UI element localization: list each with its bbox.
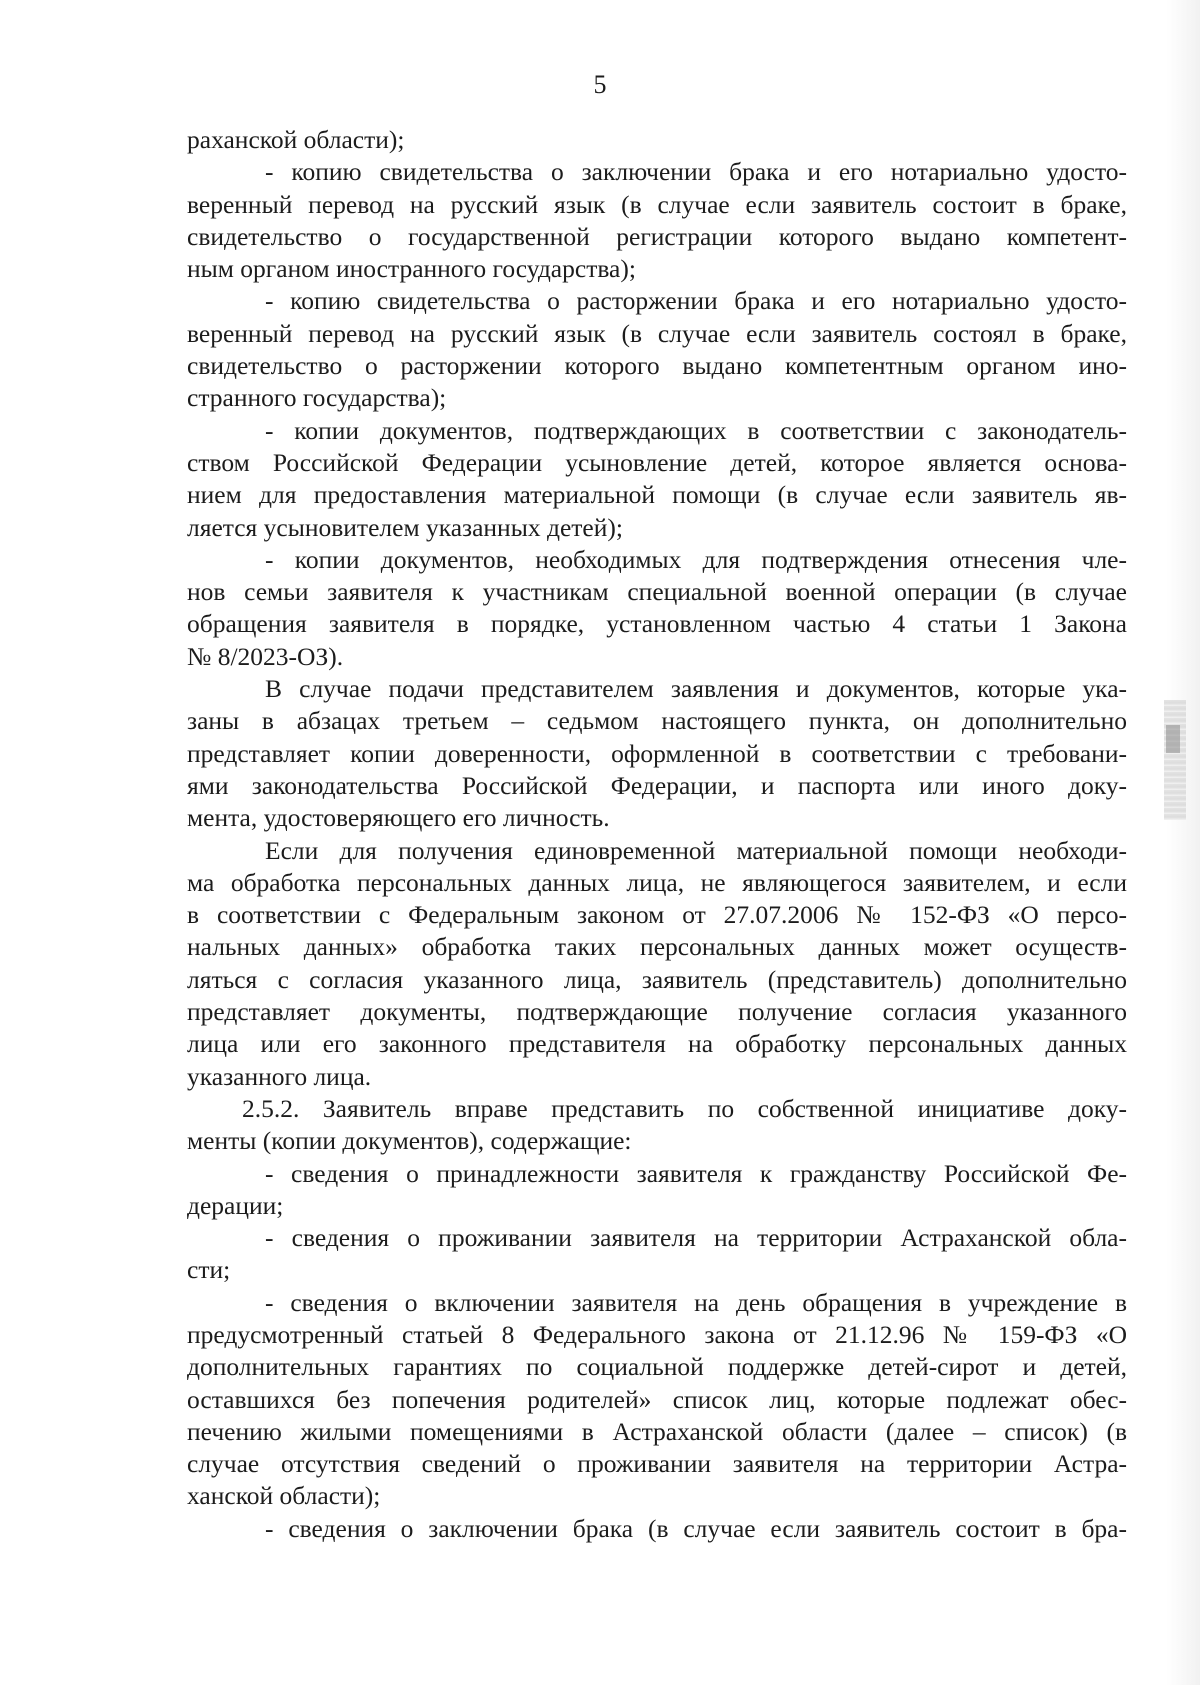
text-line: заны в абзацах третьем – седьмом настоящего пункта, он дополнительно bbox=[187, 706, 1127, 736]
text-line: Если для получения единовременной материальной помощи необходи- bbox=[265, 835, 1127, 865]
text-line: странного государства); bbox=[187, 383, 447, 413]
text-line: - сведения о включении заявителя на день обращения в учреждение в bbox=[265, 1287, 1127, 1317]
text-line: ным органом иностранного государства); bbox=[187, 254, 636, 284]
text-line: мента, удостоверяющего его личность. bbox=[187, 803, 610, 833]
text-line: предусмотренный статьей 8 Федерального закона от 21.12.96 № 159-ФЗ «О bbox=[187, 1319, 1127, 1349]
text-line: указанного лица. bbox=[187, 1061, 372, 1091]
text-line: оставшихся без попечения родителей» список лиц, которые подлежат обес- bbox=[187, 1384, 1127, 1414]
scan-edge-shadow bbox=[1166, 0, 1200, 1685]
scan-artifact-dark bbox=[1166, 725, 1180, 753]
text-line: 2.5.2. Заявитель вправе представить по собственной инициативе доку- bbox=[242, 1093, 1127, 1123]
text-line: - сведения о заключении брака (в случае если заявитель состоит в бра- bbox=[265, 1513, 1127, 1543]
text-line: дополнительных гарантиях по социальной поддержке детей-сирот и детей, bbox=[187, 1352, 1127, 1382]
text-line: свидетельство о расторжении которого выдано компетентным органом ино- bbox=[187, 351, 1127, 381]
text-line: ляться с согласия указанного лица, заявитель (представитель) дополнительно bbox=[187, 964, 1127, 994]
text-line: свидетельство о государственной регистрации которого выдано компетент- bbox=[187, 221, 1127, 251]
text-line: дерации; bbox=[187, 1190, 284, 1220]
text-line: - копию свидетельства о расторжении брака и его нотариально удосто- bbox=[265, 286, 1127, 316]
page-number: 5 bbox=[593, 70, 607, 99]
text-line: ством Российской Федерации усыновление детей, которое является основа- bbox=[187, 447, 1127, 477]
text-line: нальных данных» обработка таких персональных данных может осуществ- bbox=[187, 932, 1127, 962]
text-line: ханской области); bbox=[187, 1481, 381, 1511]
text-line: раханской области); bbox=[187, 125, 405, 154]
text-line: печению жилыми помещениями в Астраханской области (далее – список) (в bbox=[187, 1416, 1127, 1446]
document-body bbox=[187, 124, 1127, 1545]
text-line: представляет документы, подтверждающие получение согласия указанного bbox=[187, 997, 1127, 1027]
text-line: менты (копии документов), содержащие: bbox=[187, 1126, 632, 1156]
text-line: - копии документов, необходимых для подтверждения отнесения чле- bbox=[265, 544, 1127, 574]
text-line: ляется усыновителем указанных детей); bbox=[187, 512, 623, 542]
text-line: сти; bbox=[187, 1255, 231, 1285]
text-line: - копии документов, подтверждающих в соответствии с законодатель- bbox=[265, 415, 1127, 445]
text-line: случае отсутствия сведений о проживании заявителя на территории Астра- bbox=[187, 1449, 1127, 1479]
text-line: обращения заявителя в порядке, установленном частью 4 статьи 1 Закона bbox=[187, 609, 1127, 639]
text-line: - сведения о проживании заявителя на территории Астраханской обла- bbox=[265, 1223, 1127, 1253]
text-line: - копию свидетельства о заключении брака и его нотариально удосто- bbox=[265, 157, 1127, 187]
text-line: - сведения о принадлежности заявителя к гражданству Российской Фе- bbox=[265, 1158, 1127, 1188]
text-line: ма обработка персональных данных лица, не являющегося заявителем, и если bbox=[187, 867, 1127, 897]
text-line: лица или его законного представителя на обработку персональных данных bbox=[187, 1029, 1127, 1059]
text-line: нием для предоставления материальной помощи (в случае если заявитель яв- bbox=[187, 480, 1127, 510]
scan-artifact bbox=[1164, 700, 1186, 820]
text-line: в соответствии с Федеральным законом от 27.07.2006 № 152-ФЗ «О персо- bbox=[187, 900, 1127, 930]
text-line: В случае подачи представителем заявления и документов, которые ука- bbox=[265, 674, 1127, 704]
text-line: представляет копии доверенности, оформленной в соответствии с требовани- bbox=[187, 738, 1127, 768]
text-line: веренный перевод на русский язык (в случае если заявитель состоял в браке, bbox=[187, 318, 1127, 348]
text-line: № 8/2023-ОЗ). bbox=[187, 641, 344, 671]
text-line: ями законодательства Российской Федерации, и паспорта или иного доку- bbox=[187, 770, 1127, 800]
text-line: веренный перевод на русский язык (в случае если заявитель состоит в браке, bbox=[187, 189, 1127, 219]
text-line: нов семьи заявителя к участникам специальной военной операции (в случае bbox=[187, 577, 1127, 607]
